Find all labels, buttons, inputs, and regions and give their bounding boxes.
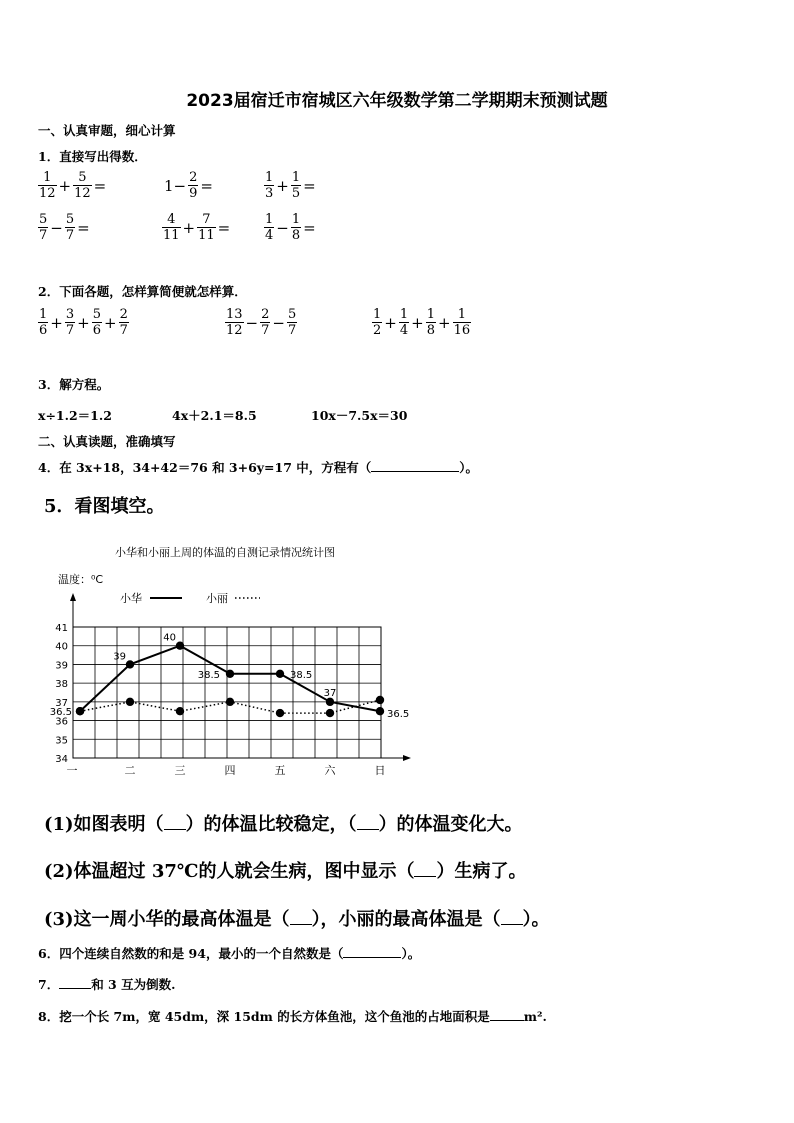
- data-label: 37: [323, 687, 337, 699]
- data-label: 36.5: [387, 709, 410, 721]
- q1-label: 1．直接写出得数．: [38, 149, 147, 164]
- page-title: 2023届宿迁市宿城区六年级数学第二学期期末预测试题: [186, 91, 608, 111]
- numerator: 1: [38, 170, 57, 186]
- y-tick-label: 41: [55, 623, 68, 634]
- data-point: [126, 698, 134, 706]
- operator: −: [272, 313, 285, 332]
- y-tick-label: 36: [55, 716, 68, 728]
- data-point: [76, 707, 84, 715]
- denominator: 7: [65, 323, 75, 338]
- data-label: 40: [163, 632, 176, 644]
- operator: −: [276, 218, 289, 237]
- fraction: [65, 212, 75, 243]
- numerator: 5: [65, 212, 75, 227]
- operator: +: [58, 176, 72, 195]
- numerator: 5: [39, 212, 48, 227]
- section2-heading: 二、认真读题，准确填写: [38, 434, 176, 449]
- denominator: 9: [189, 186, 198, 201]
- answer-blank[interactable]: [371, 471, 459, 472]
- data-point: [176, 642, 184, 650]
- x-tick-label: 六: [324, 764, 336, 777]
- answer-blank[interactable]: [414, 876, 436, 877]
- fraction: [65, 307, 75, 338]
- q1-expr: [264, 212, 318, 243]
- numerator: 7: [197, 212, 216, 228]
- numerator: 2: [261, 307, 270, 322]
- operator: +: [384, 313, 397, 332]
- fraction: [38, 170, 57, 201]
- q2-expr: [372, 307, 471, 338]
- legend-label: 小华: [120, 592, 142, 605]
- numerator: 3: [65, 307, 75, 322]
- q3-equation: x÷1.2＝1.2: [38, 408, 112, 423]
- q3-equation: 4x＋2.1＝8.5: [172, 408, 257, 423]
- fraction: [260, 307, 270, 338]
- numerator: 1: [291, 170, 301, 185]
- numerator: 1: [426, 307, 435, 322]
- q2-expr: [38, 307, 129, 338]
- operator: =: [303, 176, 316, 195]
- denominator: 6: [39, 323, 48, 338]
- x-tick-label: 三: [174, 764, 186, 777]
- data-point: [126, 660, 134, 668]
- fraction: [73, 170, 92, 201]
- q2-label: 2．下面各题，怎样算简便就怎样算．: [38, 284, 247, 299]
- operator: +: [276, 176, 289, 195]
- data-point: [276, 670, 284, 678]
- numerator: 5: [92, 307, 101, 322]
- q4-text-post: ）。: [459, 460, 479, 475]
- denominator: 7: [65, 228, 75, 243]
- operator: −: [245, 313, 259, 332]
- answer-blank[interactable]: [501, 924, 523, 925]
- q6-text: [38, 944, 420, 962]
- data-label: 36.5: [49, 707, 72, 719]
- q6-text-post: ）。: [401, 946, 421, 961]
- denominator: 5: [291, 186, 301, 201]
- denominator: 16: [453, 323, 471, 338]
- numerator: 5: [73, 170, 92, 186]
- data-label: 39: [113, 651, 126, 663]
- numerator: 5: [287, 307, 297, 322]
- q1-expr: [162, 170, 215, 201]
- operator: +: [182, 218, 196, 237]
- data-label: 38.5: [290, 669, 313, 681]
- y-axis-label: 温度：⁰C: [58, 573, 104, 586]
- q3-label: 3．解方程。: [38, 377, 110, 392]
- fraction: [372, 307, 382, 338]
- q8-text: [38, 1007, 547, 1025]
- fraction: [92, 307, 102, 338]
- q5-sub1: [44, 810, 523, 836]
- operator: =: [303, 218, 316, 237]
- operator: +: [438, 313, 451, 332]
- q8-text-post: m².: [523, 1009, 547, 1024]
- x-tick-label: 日: [374, 764, 386, 777]
- x-tick-label: 二: [124, 764, 136, 777]
- data-point: [226, 698, 234, 706]
- fraction: [264, 170, 274, 201]
- denominator: 7: [39, 228, 48, 243]
- numerator: 1: [373, 307, 382, 322]
- fraction: [119, 307, 129, 338]
- fraction: [264, 212, 274, 243]
- chart-title: 小华和小丽上周的体温的自测记录情况统计图: [115, 546, 335, 559]
- q1-expr: [38, 212, 92, 243]
- fraction: [291, 170, 301, 201]
- denominator: 2: [373, 323, 382, 338]
- data-point: [376, 696, 384, 704]
- denominator: 11: [198, 228, 215, 243]
- numerator: 2: [189, 170, 198, 185]
- y-tick-label: 40: [55, 641, 68, 653]
- data-point: [326, 698, 334, 706]
- numerator: 1: [265, 170, 274, 185]
- q1-expr: [264, 170, 318, 201]
- data-point: [376, 707, 384, 715]
- section1-heading: 一、认真审题，细心计算: [38, 123, 176, 138]
- answer-blank[interactable]: [343, 957, 401, 958]
- y-tick-label: 39: [55, 660, 68, 672]
- q4-text: [38, 458, 478, 476]
- operator: =: [200, 176, 213, 195]
- q5-sub2: [44, 857, 526, 883]
- fraction: [453, 307, 472, 338]
- operator: +: [104, 313, 117, 332]
- answer-blank[interactable]: [59, 988, 91, 989]
- data-point: [276, 709, 284, 717]
- denominator: 12: [39, 186, 56, 201]
- fraction: [162, 212, 181, 243]
- numerator: 1: [265, 212, 274, 227]
- q2-expr: [225, 307, 297, 338]
- x-tick-label: 一: [66, 764, 78, 777]
- denominator: 8: [291, 228, 301, 243]
- denominator: 7: [287, 323, 297, 338]
- operator: +: [411, 313, 424, 332]
- data-point: [176, 707, 184, 715]
- operator: −: [50, 218, 63, 237]
- answer-blank[interactable]: [290, 924, 312, 925]
- denominator: 11: [163, 228, 180, 243]
- answer-blank[interactable]: [490, 1020, 524, 1021]
- numerator: 2: [119, 307, 128, 322]
- q7-text-pre: 7．: [38, 977, 60, 992]
- answer-blank[interactable]: [164, 829, 186, 830]
- operator: =: [93, 176, 107, 195]
- operator: +: [77, 313, 90, 332]
- q8-text-pre: 8．挖一个长 7m，宽 45dm，深 15dm 的长方体鱼池，这个鱼池的占地面积是: [38, 1009, 490, 1024]
- numerator: 1: [291, 212, 301, 227]
- fraction: [197, 212, 216, 243]
- operator: =: [217, 218, 231, 237]
- y-tick-label: 38: [55, 679, 68, 691]
- data-point: [326, 709, 334, 717]
- operator: 1−: [164, 176, 187, 195]
- numerator: 1: [399, 307, 409, 322]
- fraction: [188, 170, 198, 201]
- q5-sub3-a: (3)这一周小华的最高体温是（: [44, 909, 290, 930]
- y-axis-arrow: [70, 593, 76, 601]
- fraction: [38, 212, 48, 243]
- q5-sub1-a: (1)如图表明（: [44, 814, 164, 835]
- data-point: [226, 670, 234, 678]
- q5-sub3-b: ），小丽的最高体温是（: [311, 909, 501, 930]
- q5-sub2-a: (2)体温超过 37℃的人就会生病，图中显示（: [44, 861, 415, 882]
- x-tick-label: 四: [224, 764, 236, 777]
- legend-label: 小丽: [206, 592, 228, 605]
- fraction: [225, 307, 244, 338]
- denominator: 3: [265, 186, 274, 201]
- q5-sub1-c: ）的体温变化大。: [378, 814, 523, 835]
- q7-text: [38, 975, 175, 993]
- fraction: [38, 307, 48, 338]
- q5-sub2-b: ）生病了。: [436, 861, 527, 882]
- q1-expr: [38, 170, 108, 201]
- q5-sub3-c: ）。: [522, 909, 550, 930]
- x-tick-label: 五: [274, 764, 286, 777]
- denominator: 8: [426, 323, 435, 338]
- q5-label: 5．看图填空。: [44, 496, 165, 517]
- q7-text-post: 和 3 互为倒数.: [91, 977, 176, 992]
- denominator: 12: [74, 186, 91, 201]
- q1-expr: [162, 212, 232, 243]
- temperature-line-chart: [40, 538, 420, 788]
- y-tick-label: 34: [55, 754, 68, 765]
- data-label: 38.5: [197, 669, 220, 681]
- answer-blank[interactable]: [357, 829, 379, 830]
- q3-equation: 10x－7.5x＝30: [311, 408, 408, 423]
- numerator: 13: [226, 307, 243, 322]
- denominator: 12: [226, 323, 243, 338]
- numerator: 1: [453, 307, 472, 323]
- numerator: 1: [39, 307, 48, 322]
- operator: =: [77, 218, 90, 237]
- denominator: 7: [119, 323, 128, 338]
- q5-sub3: [44, 905, 550, 931]
- denominator: 6: [92, 323, 101, 338]
- x-axis-arrow: [403, 755, 411, 761]
- q6-text-pre: 6．四个连续自然数的和是 94，最小的一个自然数是（: [38, 946, 344, 961]
- denominator: 7: [261, 323, 270, 338]
- chart-legend: [120, 591, 260, 605]
- fraction: [399, 307, 409, 338]
- y-tick-label: 35: [55, 735, 68, 747]
- q5-sub1-b: ）的体温比较稳定，（: [185, 814, 357, 835]
- denominator: 4: [399, 323, 409, 338]
- denominator: 4: [265, 228, 274, 243]
- q4-text-pre: 4．在 3x+18，34+42＝76 和 3+6y=17 中，方程有（: [38, 460, 372, 475]
- numerator: 4: [162, 212, 181, 228]
- operator: +: [50, 313, 63, 332]
- fraction: [291, 212, 301, 243]
- y-tick-label: 37: [55, 697, 68, 709]
- fraction: [426, 307, 436, 338]
- fraction: [287, 307, 297, 338]
